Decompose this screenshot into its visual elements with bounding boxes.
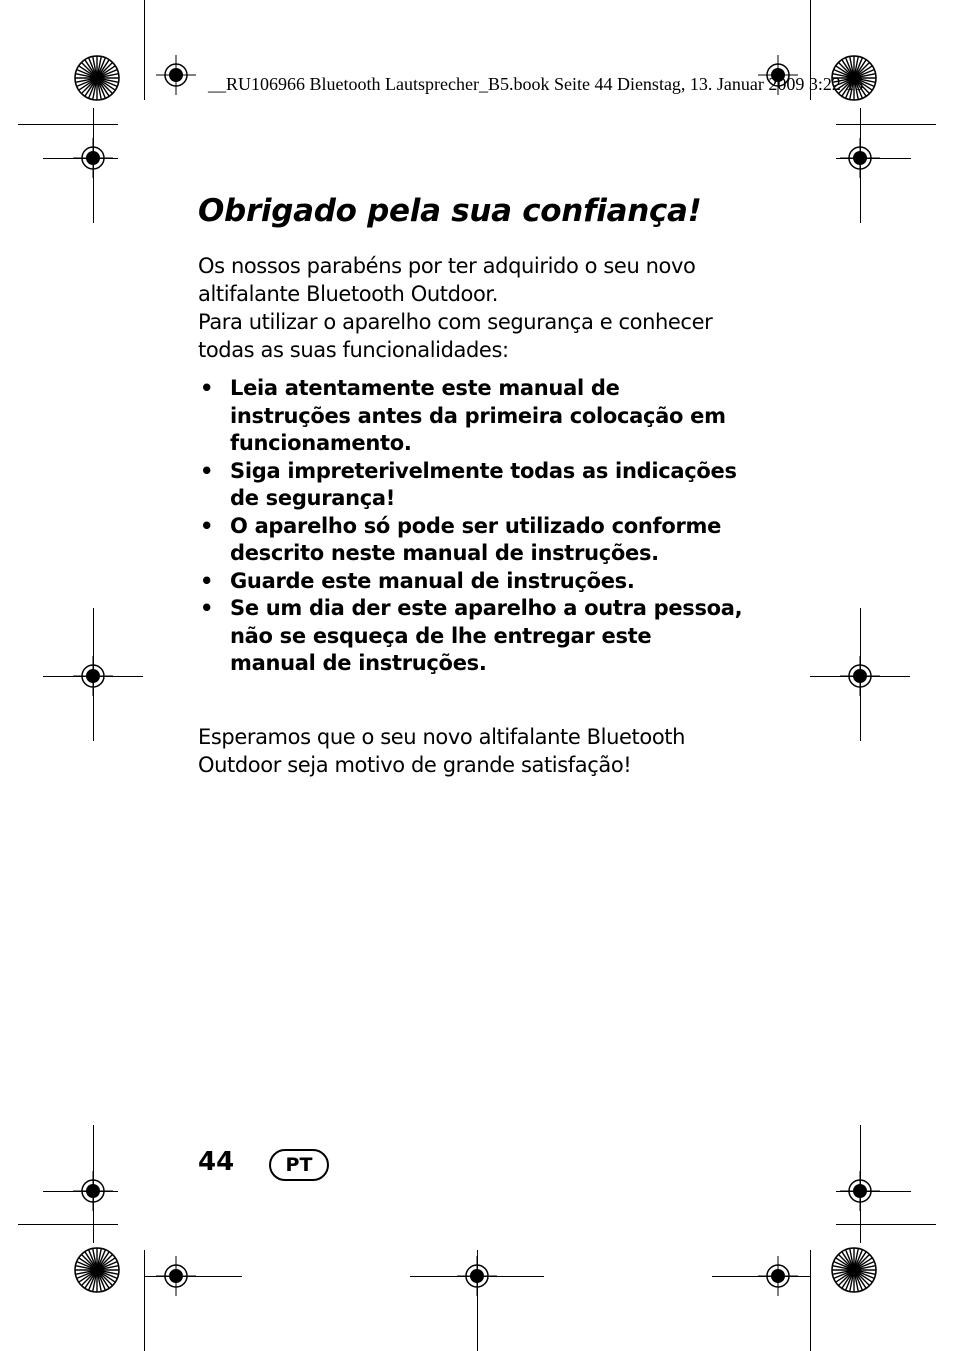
list-item-text: Se um dia der este aparelho a outra pessoa, não se esqueça de lhe entregar este manual de instruções.: [230, 596, 743, 675]
guide-line: [810, 676, 910, 677]
print-header-line: __RU106966 Bluetooth Lautsprecher_B5.book Seite 44 Dienstag, 13. Januar 2009 3:22 15: [208, 74, 864, 94]
closing-paragraph: Esperamos que o seu novo altifalante Bluetooth Outdoor seja motivo de grande satisfação!: [198, 725, 686, 777]
instruction-list: [198, 375, 743, 678]
crop-mark-top-left-vertical: [144, 0, 145, 100]
list-item: [198, 568, 743, 596]
guide-line: [43, 1191, 118, 1192]
crop-mark-bottom-left-vertical: [144, 1250, 145, 1351]
intro-paragraph: Os nossos parabéns por ter adquirido o seu novo altifalante Bluetooth Outdoor.: [198, 254, 696, 306]
guide-line: [860, 1125, 861, 1243]
intro-text: [198, 252, 743, 364]
guide-line: [836, 158, 911, 159]
guide-line: [93, 108, 94, 223]
guide-line: [93, 1125, 94, 1243]
list-item: [198, 375, 743, 458]
bullet-icon: •: [200, 376, 214, 400]
guide-line: [43, 676, 143, 677]
crop-mark-top-right-horizontal: [836, 124, 936, 125]
bullet-icon: •: [200, 568, 214, 593]
language-code: PT: [285, 1154, 313, 1176]
starburst-icon: [73, 54, 121, 102]
list-item: [198, 513, 743, 568]
bullet-icon: •: [200, 513, 214, 538]
crop-mark-bottom-right-horizontal: [836, 1224, 936, 1225]
guide-line: [144, 1276, 242, 1277]
intro-paragraph: Para utilizar o aparelho com segurança e conhecer todas as suas funcionalidades:: [198, 310, 713, 362]
guide-line: [860, 608, 861, 741]
list-item-text: O aparelho só pode ser utilizado conforme descrito neste manual de instruções.: [230, 513, 722, 565]
list-item-text: Guarde este manual de instruções.: [230, 568, 635, 593]
list-item: [198, 458, 743, 513]
crop-mark-bottom-right-vertical: [810, 1250, 811, 1351]
list-item-text: Siga impreterivelmente todas as indicações de segurança!: [230, 458, 737, 510]
guide-line: [836, 1191, 911, 1192]
starburst-icon: [73, 1246, 121, 1294]
crop-mark-top-left-horizontal: [18, 124, 118, 125]
guide-line: [712, 1276, 810, 1277]
list-item: [198, 595, 743, 678]
list-item-text: Leia atentamente este manual de instruções antes da primeira colocação em funcionamento.: [230, 376, 726, 455]
page-title: Obrigado pela sua confiança!: [198, 193, 702, 229]
starburst-icon: [830, 1246, 878, 1294]
crop-mark-bottom-left-horizontal: [18, 1224, 118, 1225]
language-badge: [269, 1149, 329, 1181]
page-number: 44: [198, 1147, 235, 1177]
guide-line: [477, 1250, 478, 1351]
guide-line: [43, 158, 118, 159]
bullet-icon: •: [200, 458, 214, 483]
guide-line: [860, 108, 861, 223]
bullet-icon: •: [200, 596, 214, 620]
crosshair-circle-icon: [156, 55, 196, 95]
guide-line: [93, 608, 94, 741]
